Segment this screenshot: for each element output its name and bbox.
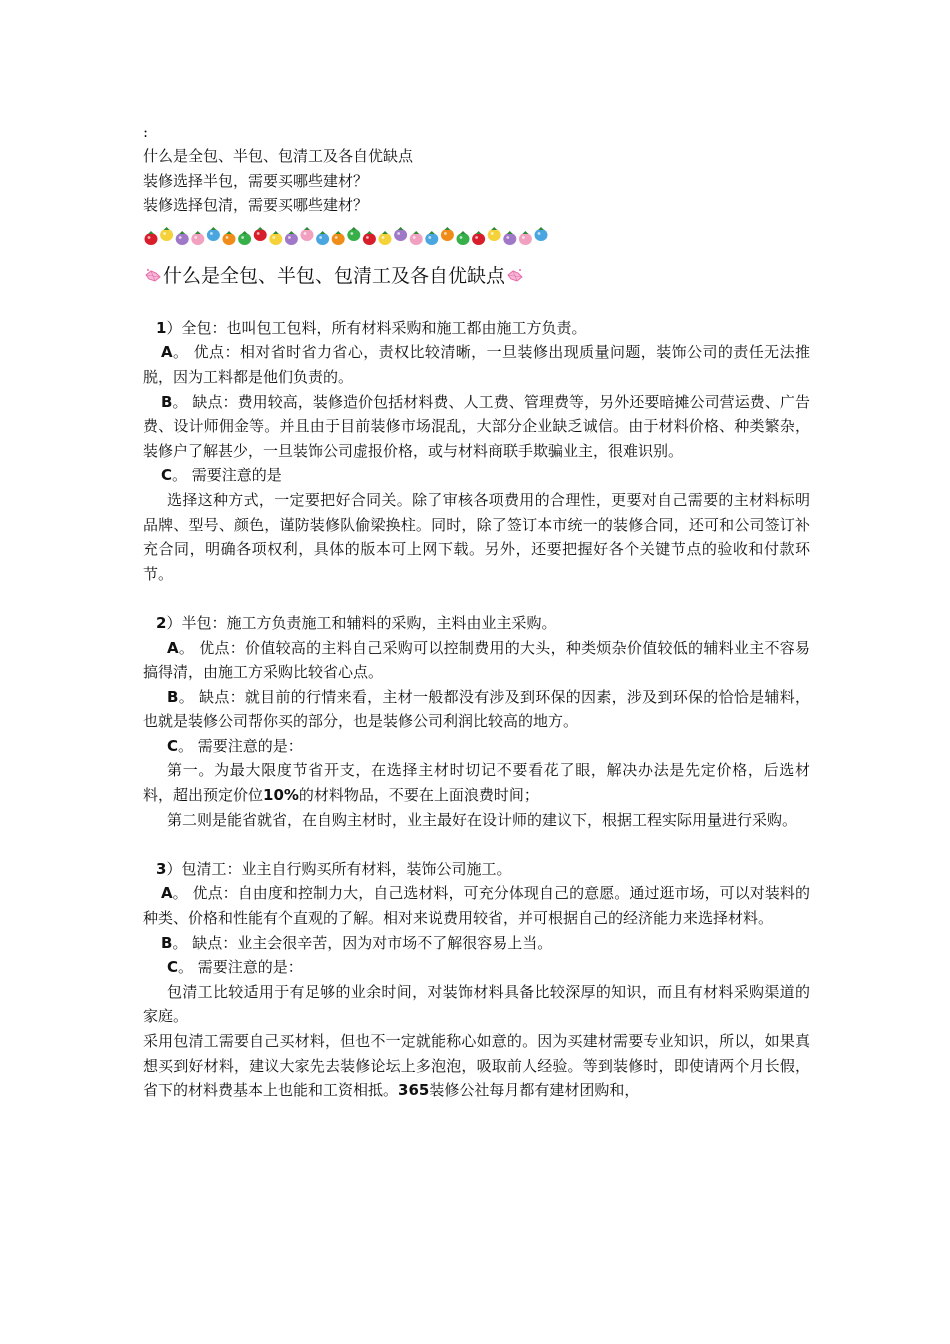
- sec2-p2: 第二则是能省就省，在自购主材时，业主最好在设计师的建议下，根据工程实际用量进行采购。: [167, 810, 798, 829]
- fruit-icon: [488, 227, 501, 241]
- fruit-icon: [394, 227, 407, 241]
- toc-link-1[interactable]: 什么是全包、半包、包清工及各自优缺点: [143, 147, 414, 165]
- sec2-b: B。 缺点：就目前的行情来看，主材一般都没有涉及到环保的因素，涉及到环保的恰恰是辅料，也就是装修公司帮你买的部分，也是装修公司利润比较高的地方。: [143, 687, 810, 731]
- fruit-icon: [238, 231, 251, 245]
- heading-text: 什么是全包、半包、包清工及各自优缺点: [163, 264, 506, 287]
- gem-icon: [143, 266, 163, 286]
- sec2-p1: 第一。为最大限度节省开支，在选择主材时切记不要看花了眼，解决办法是先定价格，后选材料，超出预定价位10%的材料物品，不要在上面浪费时间；: [143, 761, 810, 805]
- fruit-icon: [160, 227, 173, 241]
- fruit-icon: [503, 231, 516, 245]
- fruit-icon: [457, 231, 470, 245]
- fruit-icon: [519, 231, 532, 245]
- fruit-icon: [223, 231, 236, 245]
- sec3-b: B。 缺点：业主会很辛苦，因为对市场不了解很容易上当。: [161, 933, 553, 952]
- fruit-row-icon: [143, 226, 810, 248]
- fruit-icon: [301, 227, 314, 241]
- sec1-b: B。 缺点：费用较高，装修造价包括材料费、人工费、管理费等，另外还要暗摊公司营运费、广告费、设计师佣金等。并且由于目前装修市场混乱，大部分企业缺乏诚信。由于材料价格、种类繁杂，装修户了解甚少，一旦装饰公司虚报价格，或与材料商联手欺骗业主，很难识别。: [143, 392, 810, 460]
- fruit-icon: [285, 231, 298, 245]
- fruit-icon: [191, 231, 204, 245]
- fruit-icon: [425, 231, 438, 245]
- fruit-icon: [332, 231, 345, 245]
- section-heading: [143, 262, 810, 290]
- fruit-icon: [316, 231, 329, 245]
- toc-link-3[interactable]: 装修选择包清，需要买哪些建材？: [143, 196, 369, 215]
- sec2-c: C。 需要注意的是：: [167, 736, 303, 755]
- fruit-icon: [441, 227, 454, 241]
- sec1-p1: 选择这种方式，一定要把好合同关。除了审核各项费用的合理性，更要对自己需要的主材料标明品牌、型号、颜色，谨防装修队偷梁换柱。同时，除了签订本市统一的装修合同，还可和公司签订补充合同，明确各项权利，具体的版本可上网下载。另外，还要把握好各个关键节点的验收和付款环节。: [143, 490, 810, 583]
- top-colon: :: [143, 123, 149, 141]
- sec2-title: 2）半包：施工方负责施工和辅料的采购，主料由业主采购。: [156, 613, 557, 632]
- fruit-icon: [410, 231, 423, 245]
- sec3-c: C。 需要注意的是：: [167, 958, 303, 977]
- sec3-title: 3）包清工：业主自行购买所有材料，装饰公司施工。: [156, 859, 512, 878]
- fruit-icon: [535, 227, 548, 241]
- fruit-icon: [254, 227, 267, 241]
- sec3-a: A。 优点：自由度和控制力大，自己选材料，可充分体现自己的意愿。通过逛市场，可以对装料的种类、价格和性能有个直观的了解。相对来说费用较省，并可根据自己的经济能力来选择材料。: [143, 884, 810, 928]
- fruit-icon: [207, 227, 220, 241]
- sec3-p2: 采用包清工需要自己买材料，但也不一定就能称心如意的。因为买建材需要专业知识，所以，如果真想买到好材料，建议大家先去装修论坛上多泡泡，吸取前人经验。等到装修时，即使请两个月长假，省下的材料费基本上也能和工资相抵。365装修公社每月都有建材团购和，: [143, 1032, 810, 1100]
- sec1-title: 1）全包：也叫包工包料，所有材料采购和施工都由施工方负责。: [156, 318, 587, 337]
- sec1-a: A。 优点：相对省时省力省心，责权比较清晰，一旦装修出现质量问题，装饰公司的责任无法推脱，因为工料都是他们负责的。: [143, 343, 810, 386]
- sec2-a: A。 优点：价值较高的主料自己采购可以控制费用的大头，种类烦杂价值较低的辅料业主不容易搞得清，由施工方采购比较省心点。: [143, 638, 810, 682]
- sec1-c: C。 需要注意的是: [161, 466, 282, 485]
- gem-icon: [505, 266, 525, 286]
- fruit-icon: [145, 231, 158, 245]
- fruit-icon: [472, 231, 485, 245]
- fruit-icon: [347, 227, 360, 241]
- fruit-icon: [379, 231, 392, 245]
- fruit-icon: [363, 231, 376, 245]
- toc-link-2[interactable]: 装修选择半包，需要买哪些建材？: [143, 171, 369, 190]
- fruit-icon: [269, 231, 282, 245]
- sec3-p1: 包清工比较适用于有足够的业余时间，对装饰材料具备比较深厚的知识，而且有材料采购渠道的家庭。: [143, 982, 810, 1026]
- fruit-icon: [176, 231, 189, 245]
- document-page: [143, 120, 810, 1103]
- sections: [143, 316, 810, 1103]
